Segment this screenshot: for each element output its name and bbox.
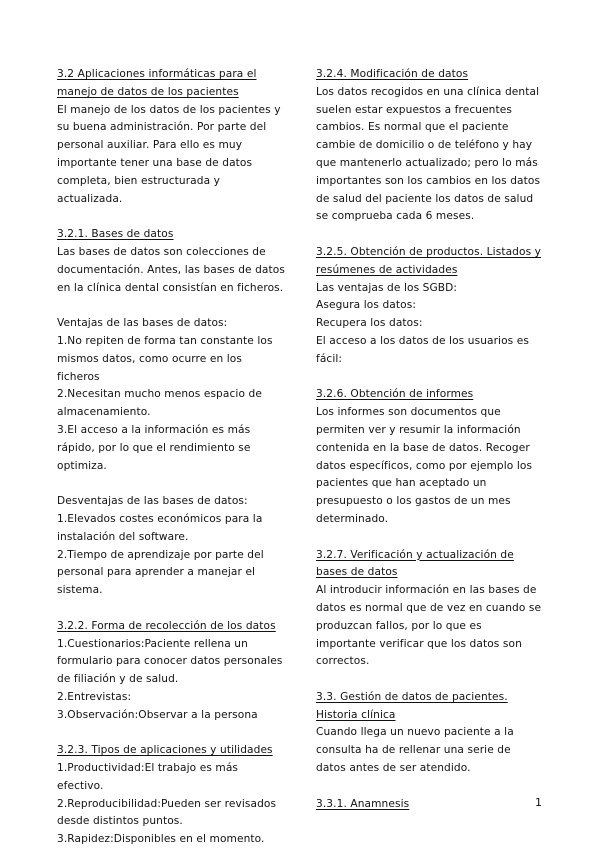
right-column <box>316 66 544 813</box>
heading-3-2-3: 3.2.3. Tipos de aplicaciones y utilidades <box>57 744 273 757</box>
ventajas-item: 1.No repiten de forma tan constante los mismos datos, como ocurre en los ficheros <box>57 334 273 383</box>
paragraph-3-3: Cuando llega un nuevo paciente a la consulta ha de rellenar una serie de datos antes de ser atendido. <box>316 726 514 775</box>
desventajas-item: 1.Elevados costes económicos para la instalación del software. <box>57 512 263 543</box>
aplicaciones-item: 2.Reproducibilidad:Pueden ser revisados desde distintos puntos. <box>57 797 277 828</box>
sgbd-line: El acceso a los datos de los usuarios es fácil: <box>316 334 530 365</box>
paragraph-3-2-6: Los informes son documentos que permiten ver y resumir la información contenida en la base de datos. Recoger datos específicos, como por ejemplo los pacientes que han aceptado un presupuesto o los gastos de un mes determinado. <box>316 406 533 525</box>
aplicaciones-item: 3.Rapidez:Disponibles en el momento. <box>57 833 265 846</box>
left-column <box>57 66 285 849</box>
heading-3-2-4: 3.2.4. Modificación de datos <box>316 68 469 80</box>
sgbd-line: Recupera los datos: <box>316 317 423 330</box>
heading-3-2-5: 3.2.5. Obtención de productos. Listados y resúmenes de actividades <box>316 245 542 276</box>
sgbd-line: Asegura los datos: <box>316 299 416 312</box>
recoleccion-item: 2.Entrevistas: <box>57 690 132 703</box>
heading-3-3-1: 3.3.1. Anamnesis <box>316 797 410 810</box>
paragraph-3-2-7: Al introducir información en las bases de datos es normal que de vez en cuando se produzcan fallos, por lo que es importante verificar que los datos son correctos. <box>316 584 542 668</box>
heading-3-2-7: 3.2.7. Verificación y actualización de bases de datos <box>316 548 514 579</box>
page-number: 1 <box>535 796 542 809</box>
paragraph-3-2-4: Los datos recogidos en una clínica dental suelen estar expuestos a frecuentes cambios. Es normal que el paciente cambie de domicilio o de teléfono y hay que mantenerlo actualizado; pero lo más importantes son los cambios en los datos de salud del paciente los datos de salud se comprueba cada 6 meses. <box>316 85 541 223</box>
heading-3-2-1: 3.2.1. Bases de datos <box>57 228 174 241</box>
heading-3-2-2: 3.2.2. Forma de recolección de los datos <box>57 619 276 632</box>
sgbd-line: Las ventajas de los SGBD: <box>316 281 458 294</box>
ventajas-item: 2.Necesitan mucho menos espacio de almacenamiento. <box>57 388 262 419</box>
heading-3-2-6: 3.2.6. Obtención de informes <box>316 388 474 401</box>
desventajas-item: 2.Tiempo de aprendizaje por parte del personal para aprender a manejar el sistema. <box>57 548 264 597</box>
paragraph-3-2-1: Las bases de datos son colecciones de documentación. Antes, las bases de datos en la clínica dental consistían en ficheros. <box>57 245 285 294</box>
aplicaciones-item: 1.Productividad:El trabajo es más efectivo. <box>57 762 239 792</box>
ventajas-title: Ventajas de las bases de datos: <box>57 317 228 330</box>
paragraph-3-2: El manejo de los datos de los pacientes y su buena administración. Por parte del personal auxiliar. Para ello es muy importante tener una base de datos completa, bien estructurada y actualizada. <box>57 103 281 205</box>
recoleccion-item: 1.Cuestionarios:Paciente rellena un formulario para conocer datos personales de filiación y de salud. <box>57 637 283 686</box>
ventajas-item: 3.El acceso a la información es más rápido, por lo que el rendimiento se optimiza. <box>57 423 251 472</box>
desventajas-title: Desventajas de las bases de datos: <box>57 495 248 508</box>
recoleccion-item: 3.Observación:Observar a la persona <box>57 708 258 721</box>
heading-3-2: 3.2 Aplicaciones informáticas para el manejo de datos de los pacientes <box>57 68 257 98</box>
heading-3-3: 3.3. Gestión de datos de pacientes. Historia clínica <box>316 690 508 721</box>
